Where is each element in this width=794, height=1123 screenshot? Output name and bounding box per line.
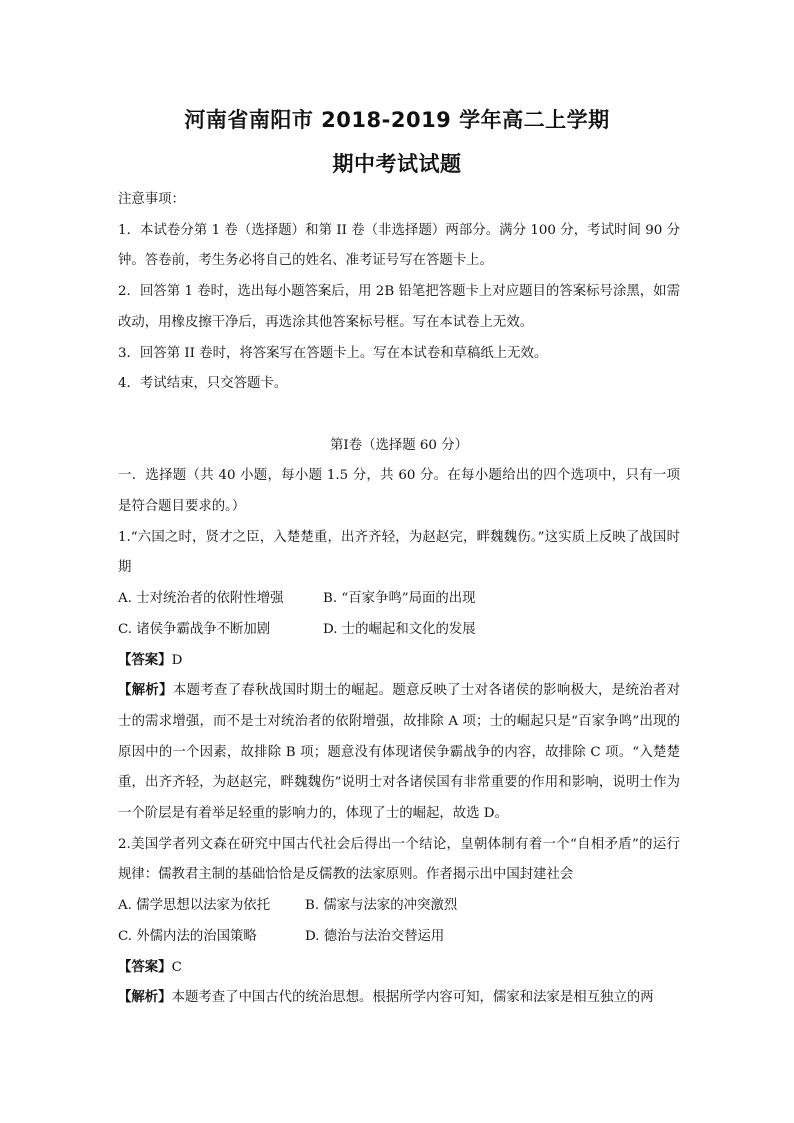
analysis-label: 【解析】 [118,990,172,1006]
answer-line [118,953,680,984]
analysis-text: 本题考查了中国古代的统治思想。根据所学内容可知，儒家和法家是相互独立的两 [171,990,654,1006]
analysis-paragraph [118,983,680,1014]
answer-value: C [171,959,182,975]
section-title: 第Ⅰ卷（选择题 60 分） [330,437,468,453]
option-d: D. 德治与法治交替运用 [305,928,445,944]
option-b: B. “百家争鸣”局面的出现 [323,591,476,607]
exam-title: 河南省南阳市 2018-2019 学年高二上学期 [184,108,610,132]
note-item: 3．回答第 II 卷时，将答案写在答题卡上。写在本试卷和草稿纸上无效。 [118,345,548,361]
option-c: C. 诸侯争霸战争不断加剧 [118,621,271,637]
option-row [118,922,680,953]
exam-body [118,185,680,1014]
option-a: A. 士对统治者的依附性增强 [118,591,284,607]
exam-subtitle: 期中考试试题 [332,152,462,176]
answer-label: 【答案】 [118,959,172,975]
answer-label: 【答案】 [118,652,172,668]
section-instructions: 一．选择题（共 40 小题，每小题 1.5 分，共 60 分。在每小题给出的四个选项中，只有一项是符合题目要求的。） [118,468,680,515]
analysis-label: 【解析】 [118,683,173,699]
analysis-paragraph [118,676,680,830]
option-c: C. 外儒内法的治国策略 [118,928,257,944]
note-item: 2．回答第 1 卷时，选出每小题答案后，用 2B 铅笔把答题卡上对应题目的答案标号涂黑，如需改动，用橡皮擦干净后，再选涂其他答案标号框。写在本试卷上无效。 [118,284,680,330]
analysis-text: 本题考查了春秋战国时期士的崛起。题意反映了士对各诸侯的影响极大，是统治者对士的需求增强，而不是士对统治者的依附增强，故排除 A 项；士的崛起只是“百家争鸣”出现的原因中的一个因素，故排除 B 项；题意没有体现诸侯争霸战争的内容，故排除 C 项。“入楚楚重，出齐齐轻，为赵赵完，畔魏魏伤”说明士对各诸侯国有非常重要的作用和影响，说明士作为一个阶层是有着举足轻重的影响力的，体现了士的崛起，故选 D。 [118,683,681,822]
option-row [118,891,680,922]
answer-line [118,646,680,677]
answer-value: D [171,652,183,668]
option-row [118,615,680,646]
option-row [118,584,680,615]
spacer [118,400,680,431]
notes-heading: 注意事项： [118,192,185,207]
option-b: B. 儒家与法家的冲突激烈 [305,898,458,914]
option-a: A. 儒学思想以法家为依托 [118,898,271,914]
question-stem: 1.“六国之时，贤才之臣，入楚楚重，出齐齐轻，为赵赵完，畔魏魏伤。”这实质上反映了战国时期 [118,529,680,576]
option-d: D. 士的崛起和文化的发展 [323,621,476,637]
note-item: 4．考试结束，只交答题卡。 [118,376,288,392]
note-item: 1．本试卷分第 1 卷（选择题）和第 II 卷（非选择题）两部分。满分 100 分，考试时间 90 分钟。答卷前，考生务必将自己的姓名、准考证号写在答题卡上。 [118,222,680,269]
question-stem: 2.美国学者列文森在研究中国古代社会后得出一个结论，皇朝体制有着一个“自相矛盾”的运行规律：儒教君主制的基础恰恰是反儒教的法家原则。作者揭示出中国封建社会 [118,836,680,883]
